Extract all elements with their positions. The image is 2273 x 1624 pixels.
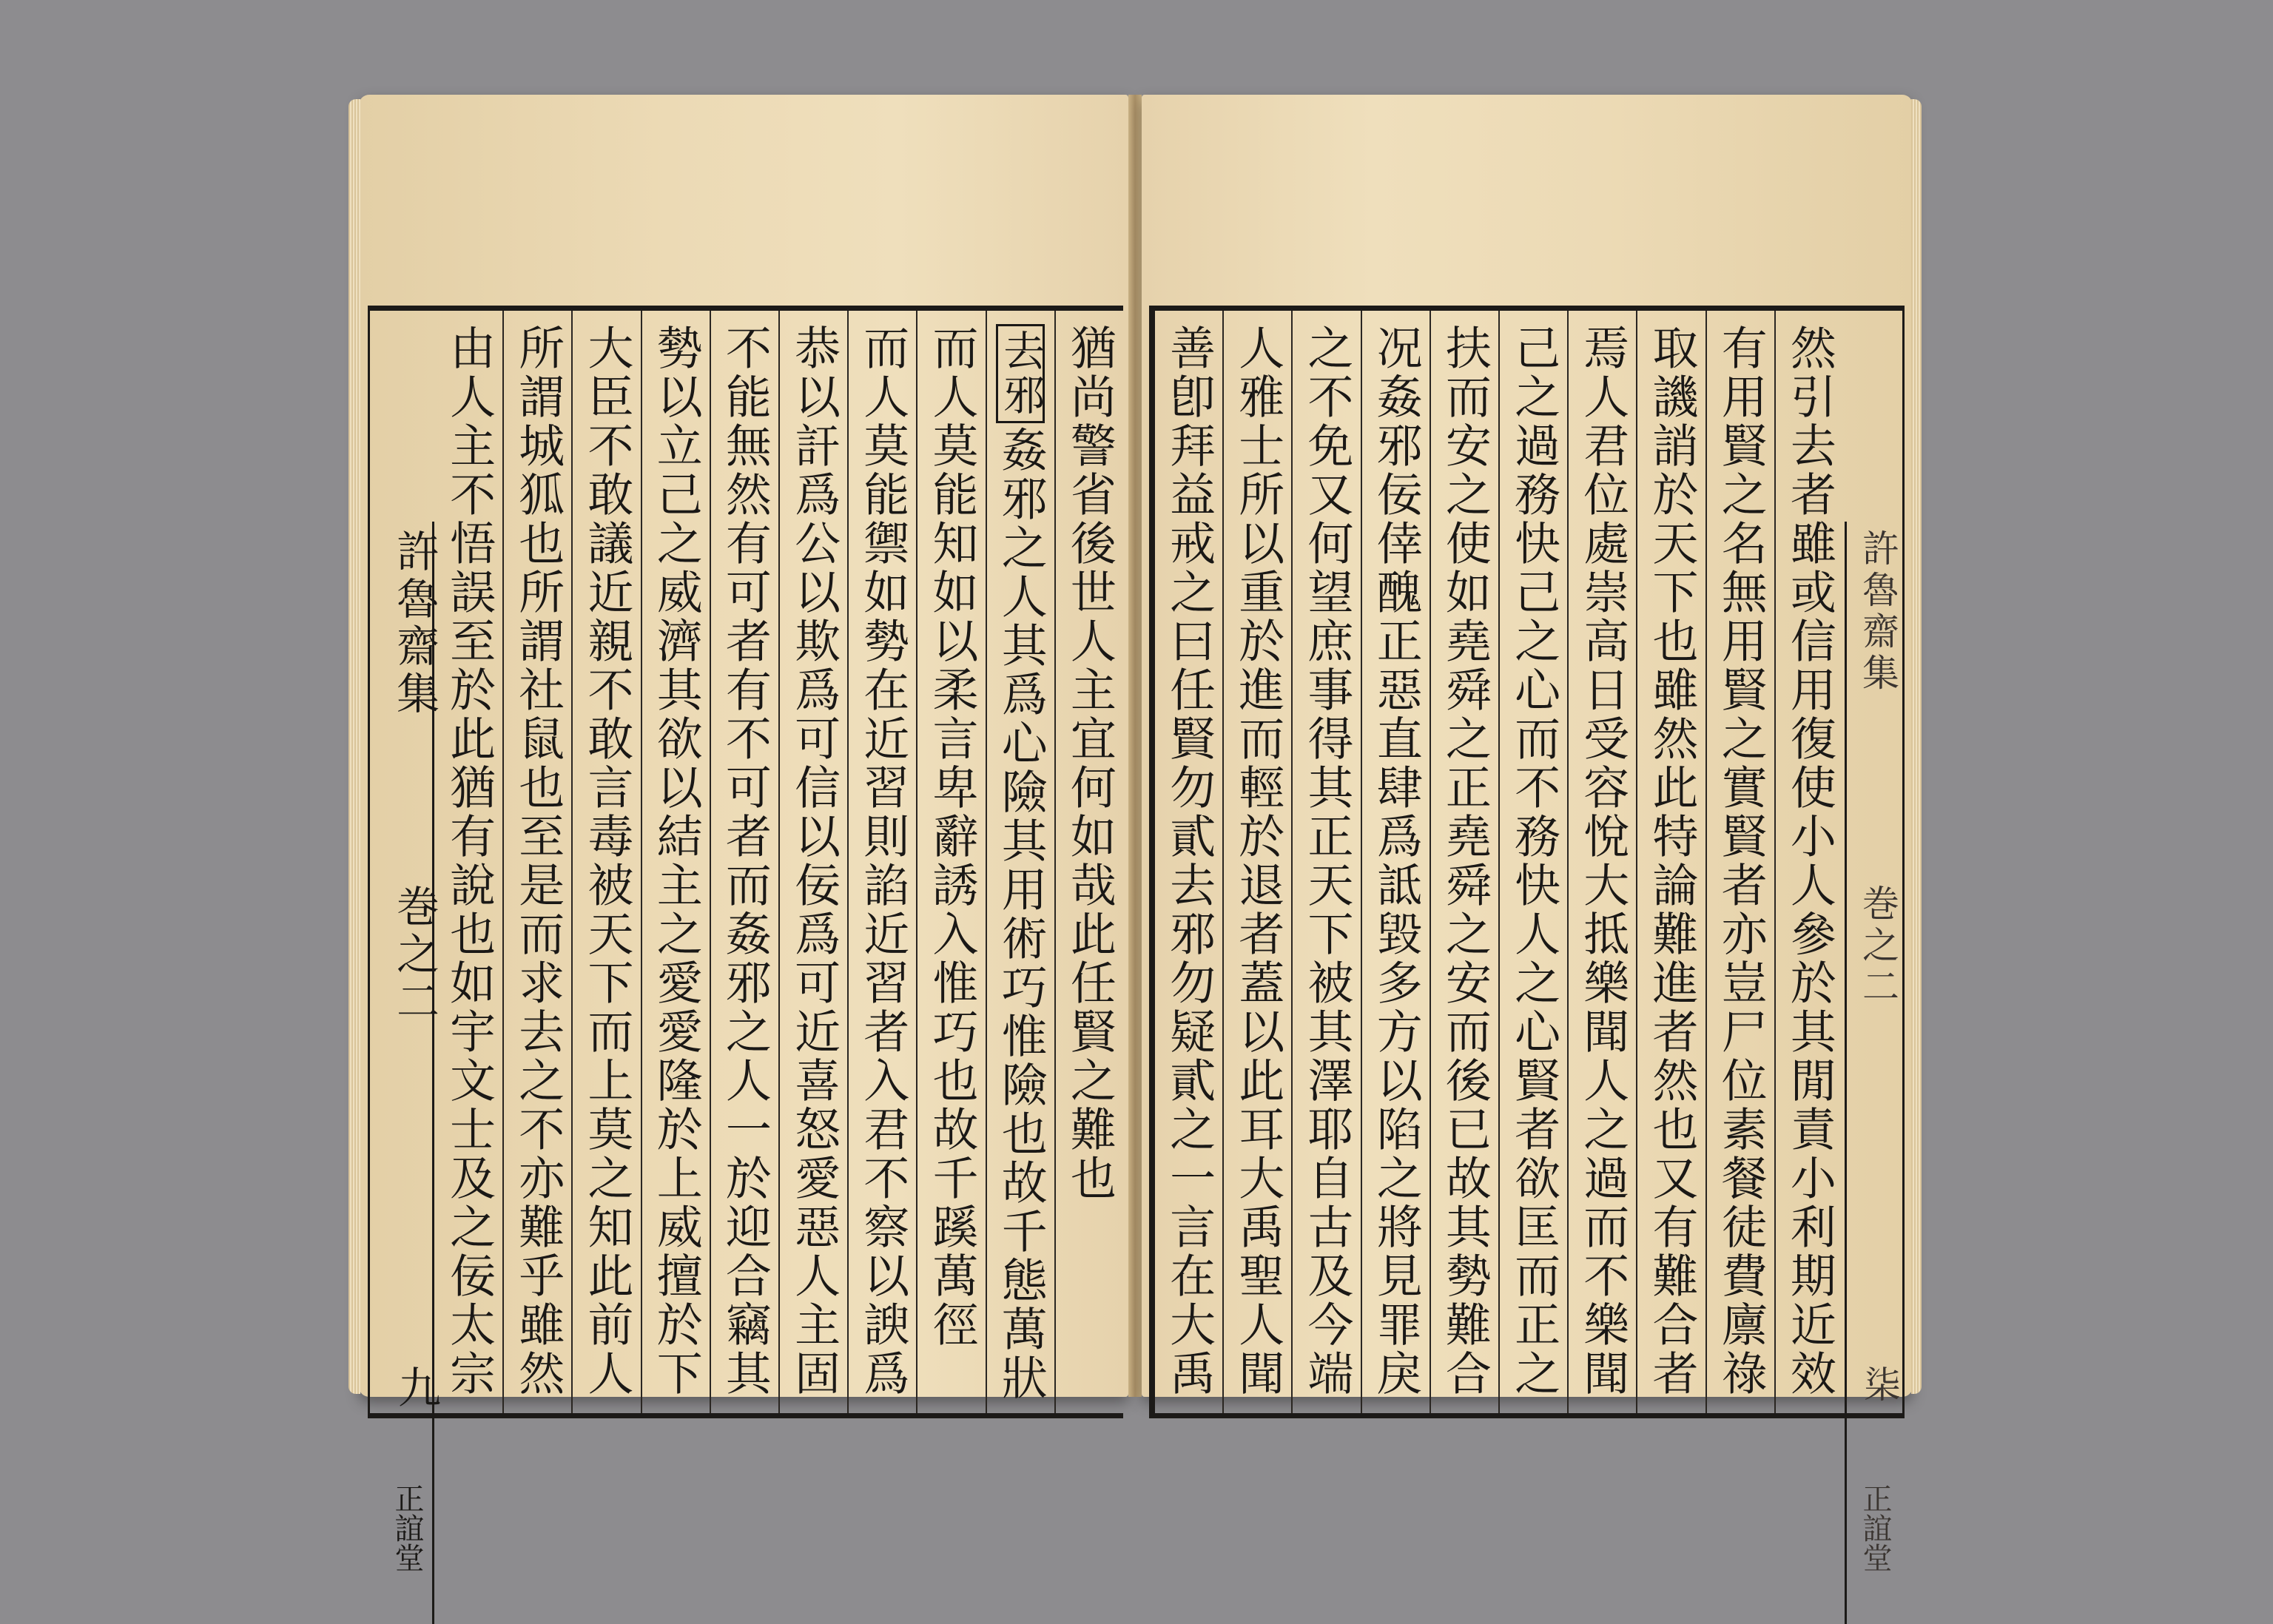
text-column: 猶尚警省後世人主宜何如哉此任賢之難也 <box>1054 311 1123 1413</box>
text-column: 所謂城狐也所謂社鼠也至是而求去之不亦難乎雖然 <box>502 311 571 1413</box>
open-book <box>359 95 1913 1572</box>
section-heading: 去邪 <box>996 324 1045 423</box>
right-text-columns <box>1155 311 1843 1413</box>
right-page <box>1142 95 1913 1572</box>
text-column: 大臣不敢議近親不敢言毒被天下而上莫之知此前人 <box>571 311 640 1413</box>
left-text-frame <box>368 306 1123 1572</box>
text-column: 恭以訐爲公以欺爲可信以佞爲可近喜怒愛惡人主固 <box>778 311 847 1413</box>
banxin-title: 許魯齋集 <box>389 529 440 718</box>
banxin-volume: 巻之二 <box>389 884 440 1026</box>
page-edges-right <box>1911 99 1922 1394</box>
text-column: 而人莫能禦如勢在近習則諂近習者入君不察以諛爲 <box>847 311 916 1413</box>
text-column: 取譏誚於天下也雖然此特論難進者然也又有難合者 <box>1636 311 1705 1413</box>
text-column: 人雅士所以重於進而輕於退者蓋以此耳大禹聖人聞 <box>1222 311 1291 1413</box>
page-edges-left <box>348 99 360 1394</box>
text-column: 况姦邪佞倖醜正惡直肆爲詆毀多方以陷之將見罪戾 <box>1361 311 1430 1413</box>
text-column: 善卽拜益戒之曰任賢勿貳去邪勿疑貳之一言在大禹 <box>1162 324 1216 1398</box>
text-column: 扶而安之使如堯舜之正堯舜之安而後已故其勢難合 <box>1430 311 1498 1413</box>
banxin-title: 許魯齋集 <box>1856 529 1899 695</box>
banxin-page-number: 柒 <box>1858 1365 1901 1402</box>
text-column: 焉人君位處崇高日受容悅大抵樂聞人之過而不樂聞 <box>1567 311 1636 1413</box>
banxin-press-name: 正誼堂 <box>1858 1483 1892 1572</box>
banxin-press-name: 正誼堂 <box>390 1483 424 1572</box>
banxin-volume: 巻之二 <box>1856 884 1899 1008</box>
text-column: 不能無然有可者有不可者而姦邪之人一於迎合竊其 <box>710 311 778 1413</box>
text-column: 由人主不悟誤至於此猶有說也如宇文士及之佞太宗 <box>442 324 496 1398</box>
text-column: 去邪姦邪之人其爲心險其用術巧惟險也故千態萬狀 <box>986 311 1054 1413</box>
text-column: 有用賢之名無用賢之實賢者亦豈尸位素餐徒費廪祿 <box>1705 311 1774 1413</box>
text-column: 己之過務快己之心而不務快人之心賢者欲匡而正之 <box>1498 311 1567 1413</box>
book-gutter <box>1128 95 1142 1397</box>
left-page <box>359 95 1128 1572</box>
left-banxin <box>379 522 441 1624</box>
left-text-columns <box>435 311 1123 1413</box>
banxin-page-number: 九 <box>391 1365 441 1408</box>
text-column: 然引去者雖或信用復使小人參於其閒責小利期近效 <box>1774 311 1843 1413</box>
text-column: 之不免又何望庶事得其正天下被其澤耶自古及今端 <box>1291 311 1360 1413</box>
right-text-frame <box>1149 306 1905 1572</box>
text-column: 勢以立己之威濟其欲以結主之愛愛隆於上威擅於下 <box>641 311 710 1413</box>
right-banxin <box>1845 522 1902 1624</box>
text-column: 而人莫能知如以柔言卑辭誘入惟巧也故千蹊萬徑 <box>916 311 985 1413</box>
